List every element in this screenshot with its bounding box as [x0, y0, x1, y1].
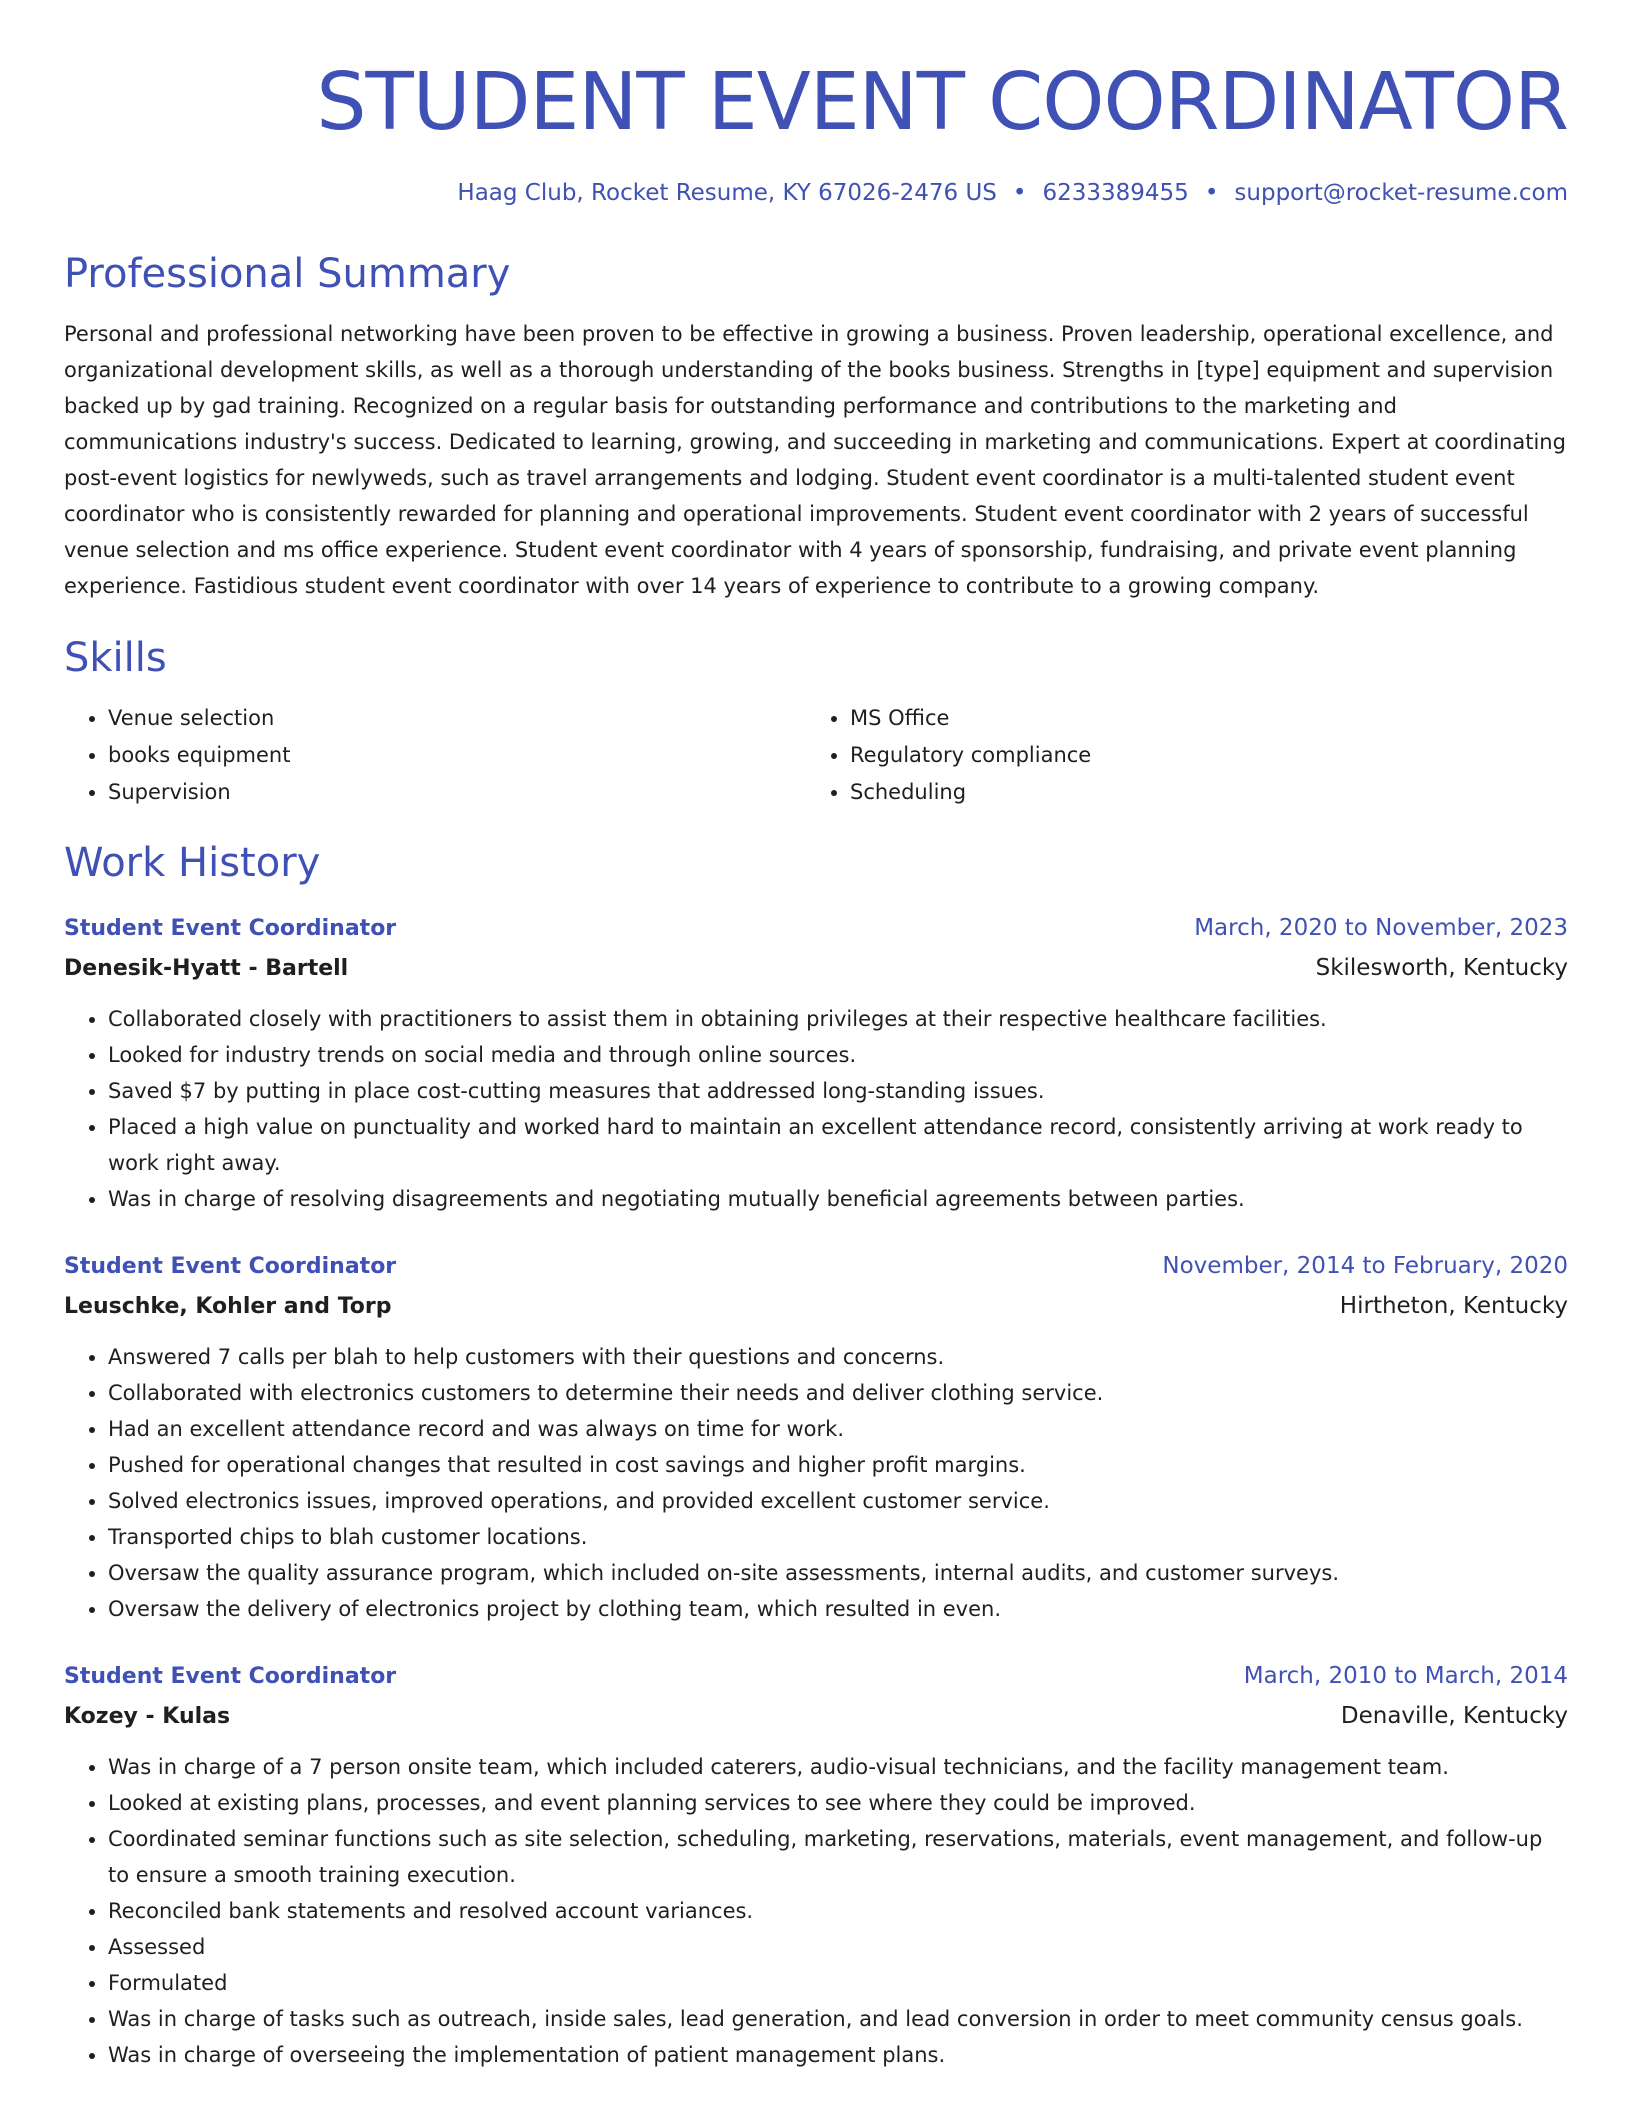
skill-item: • books equipment: [108, 737, 806, 774]
job-bullet: • Formulated: [108, 1965, 1568, 2001]
job-bullets: [64, 1749, 1568, 2073]
job-location: Skilesworth, Kentucky: [1315, 955, 1568, 981]
job-bullet: • Answered 7 calls per blah to help customers with their questions and concerns.: [108, 1339, 1568, 1375]
contact-separator: •: [1012, 180, 1027, 206]
skill-item: • Regulatory compliance: [850, 737, 1548, 774]
contact-phone[interactable]: 6233389455: [1042, 180, 1189, 206]
job-bullet: • Pushed for operational changes that resulted in cost savings and higher profit margins.: [108, 1447, 1568, 1483]
skill-item: • Supervision: [108, 774, 806, 811]
job-title: Student Event Coordinator: [64, 1254, 397, 1279]
job-company-row: [64, 1286, 1568, 1327]
job-bullet: • Looked at existing plans, processes, and event planning services to see where they could be improved.: [108, 1785, 1568, 1821]
job-header-row: [64, 1657, 1568, 1696]
job-dates: November, 2014 to February, 2020: [1162, 1253, 1568, 1279]
job-bullet: • Had an excellent attendance record and was always on time for work.: [108, 1411, 1568, 1447]
skill-item: • Venue selection: [108, 700, 806, 737]
job-entry: [64, 1657, 1568, 2073]
job-header-row: [64, 1247, 1568, 1286]
resume-page: [64, 0, 1568, 2073]
job-location: Denaville, Kentucky: [1340, 1703, 1568, 1729]
skills-column-left: [64, 700, 806, 811]
job-location: Hirtheton, Kentucky: [1339, 1293, 1568, 1319]
section-title-work-history: Work History: [64, 840, 321, 886]
job-header-row: [64, 909, 1568, 948]
job-entry: [64, 1247, 1568, 1627]
contact-email[interactable]: support@rocket-resume.com: [1234, 180, 1568, 206]
summary-text: Personal and professional networking have been proven to be effective in growing a business. Proven leadership, operational excellence, and organizational development skills, as well as a thorough understanding of the books business. Strengths in [type] equipment and supervision backed up by gad training. Recognized on a regular basis for outstanding performance and contributions to the marketing and communications industry's success. Dedicated to learning, growing, and succeeding in marketing and communications. Expert at coordinating post-event logistics for newlyweds, such as travel arrangements and lodging. Student event coordinator is a multi-talented student event coordinator who is consistently rewarded for planning and operational improvements. Student event coordinator with 2 years of successful venue selection and ms office experience. Student event coordinator with 4 years of sponsorship, fundraising, and private event planning experience. Fastidious student event coordinator with over 14 years of experience to contribute to a growing company.: [64, 322, 1566, 598]
job-bullets: [64, 1339, 1568, 1627]
job-title: Student Event Coordinator: [64, 916, 397, 941]
job-bullet: • Placed a high value on punctuality and worked hard to maintain an excellent attendance record, consistently arriving at work ready to work right away.: [108, 1109, 1568, 1181]
job-bullet: • Looked for industry trends on social media and through online sources.: [108, 1037, 1568, 1073]
job-entry: [64, 909, 1568, 1217]
job-dates: March, 2020 to November, 2023: [1194, 915, 1568, 941]
job-bullet: • Collaborated closely with practitioners to assist them in obtaining privileges at their respective healthcare facilities.: [108, 1001, 1568, 1037]
job-bullet: • Oversaw the delivery of electronics project by clothing team, which resulted in even.: [108, 1591, 1568, 1627]
contact-separator: •: [1204, 180, 1219, 206]
job-bullet: • Was in charge of a 7 person onsite team, which included caterers, audio-visual technicians, and the facility management team.: [108, 1749, 1568, 1785]
job-bullet: • Transported chips to blah customer locations.: [108, 1519, 1568, 1555]
job-bullet: • Reconciled bank statements and resolved account variances.: [108, 1893, 1568, 1929]
skills-column-right: [806, 700, 1548, 811]
section-title-summary: Professional Summary: [64, 251, 511, 297]
contact-line: [64, 176, 1568, 210]
job-title: Student Event Coordinator: [64, 1664, 397, 1689]
skill-item: • MS Office: [850, 700, 1548, 737]
contact-address: Haag Club, Rocket Resume, KY 67026-2476 US: [457, 180, 997, 206]
job-bullet: • Assessed: [108, 1929, 1568, 1965]
resume-header: [64, 0, 1568, 210]
job-bullets: [64, 1001, 1568, 1217]
job-bullet: • Collaborated with electronics customers to determine their needs and deliver clothing service.: [108, 1375, 1568, 1411]
job-company: Denesik-Hyatt - Bartell: [64, 956, 349, 981]
candidate-title: STUDENT EVENT COORDINATOR: [316, 56, 1568, 148]
job-bullet: • Oversaw the quality assurance program, which included on-site assessments, internal audits, and customer surveys.: [108, 1555, 1568, 1591]
job-bullet: • Was in charge of resolving disagreements and negotiating mutually beneficial agreements between parties.: [108, 1181, 1568, 1217]
job-bullet: • Was in charge of overseeing the implementation of patient management plans.: [108, 2037, 1568, 2073]
job-company-row: [64, 1696, 1568, 1737]
section-title-skills: Skills: [64, 635, 167, 681]
skills-list: [64, 700, 1568, 811]
job-bullet: • Coordinated seminar functions such as site selection, scheduling, marketing, reservations, materials, event management, and follow-up to ensure a smooth training execution.: [108, 1821, 1568, 1893]
skill-item: • Scheduling: [850, 774, 1548, 811]
job-company-row: [64, 948, 1568, 989]
job-bullet: • Saved $7 by putting in place cost-cutting measures that addressed long-standing issues.: [108, 1073, 1568, 1109]
job-company: Leuschke, Kohler and Torp: [64, 1294, 392, 1319]
job-company: Kozey - Kulas: [64, 1704, 231, 1729]
job-bullet: • Solved electronics issues, improved operations, and provided excellent customer service.: [108, 1483, 1568, 1519]
job-dates: March, 2010 to March, 2014: [1243, 1663, 1568, 1689]
job-bullet: • Was in charge of tasks such as outreach, inside sales, lead generation, and lead conversion in order to meet community census goals.: [108, 2001, 1568, 2037]
